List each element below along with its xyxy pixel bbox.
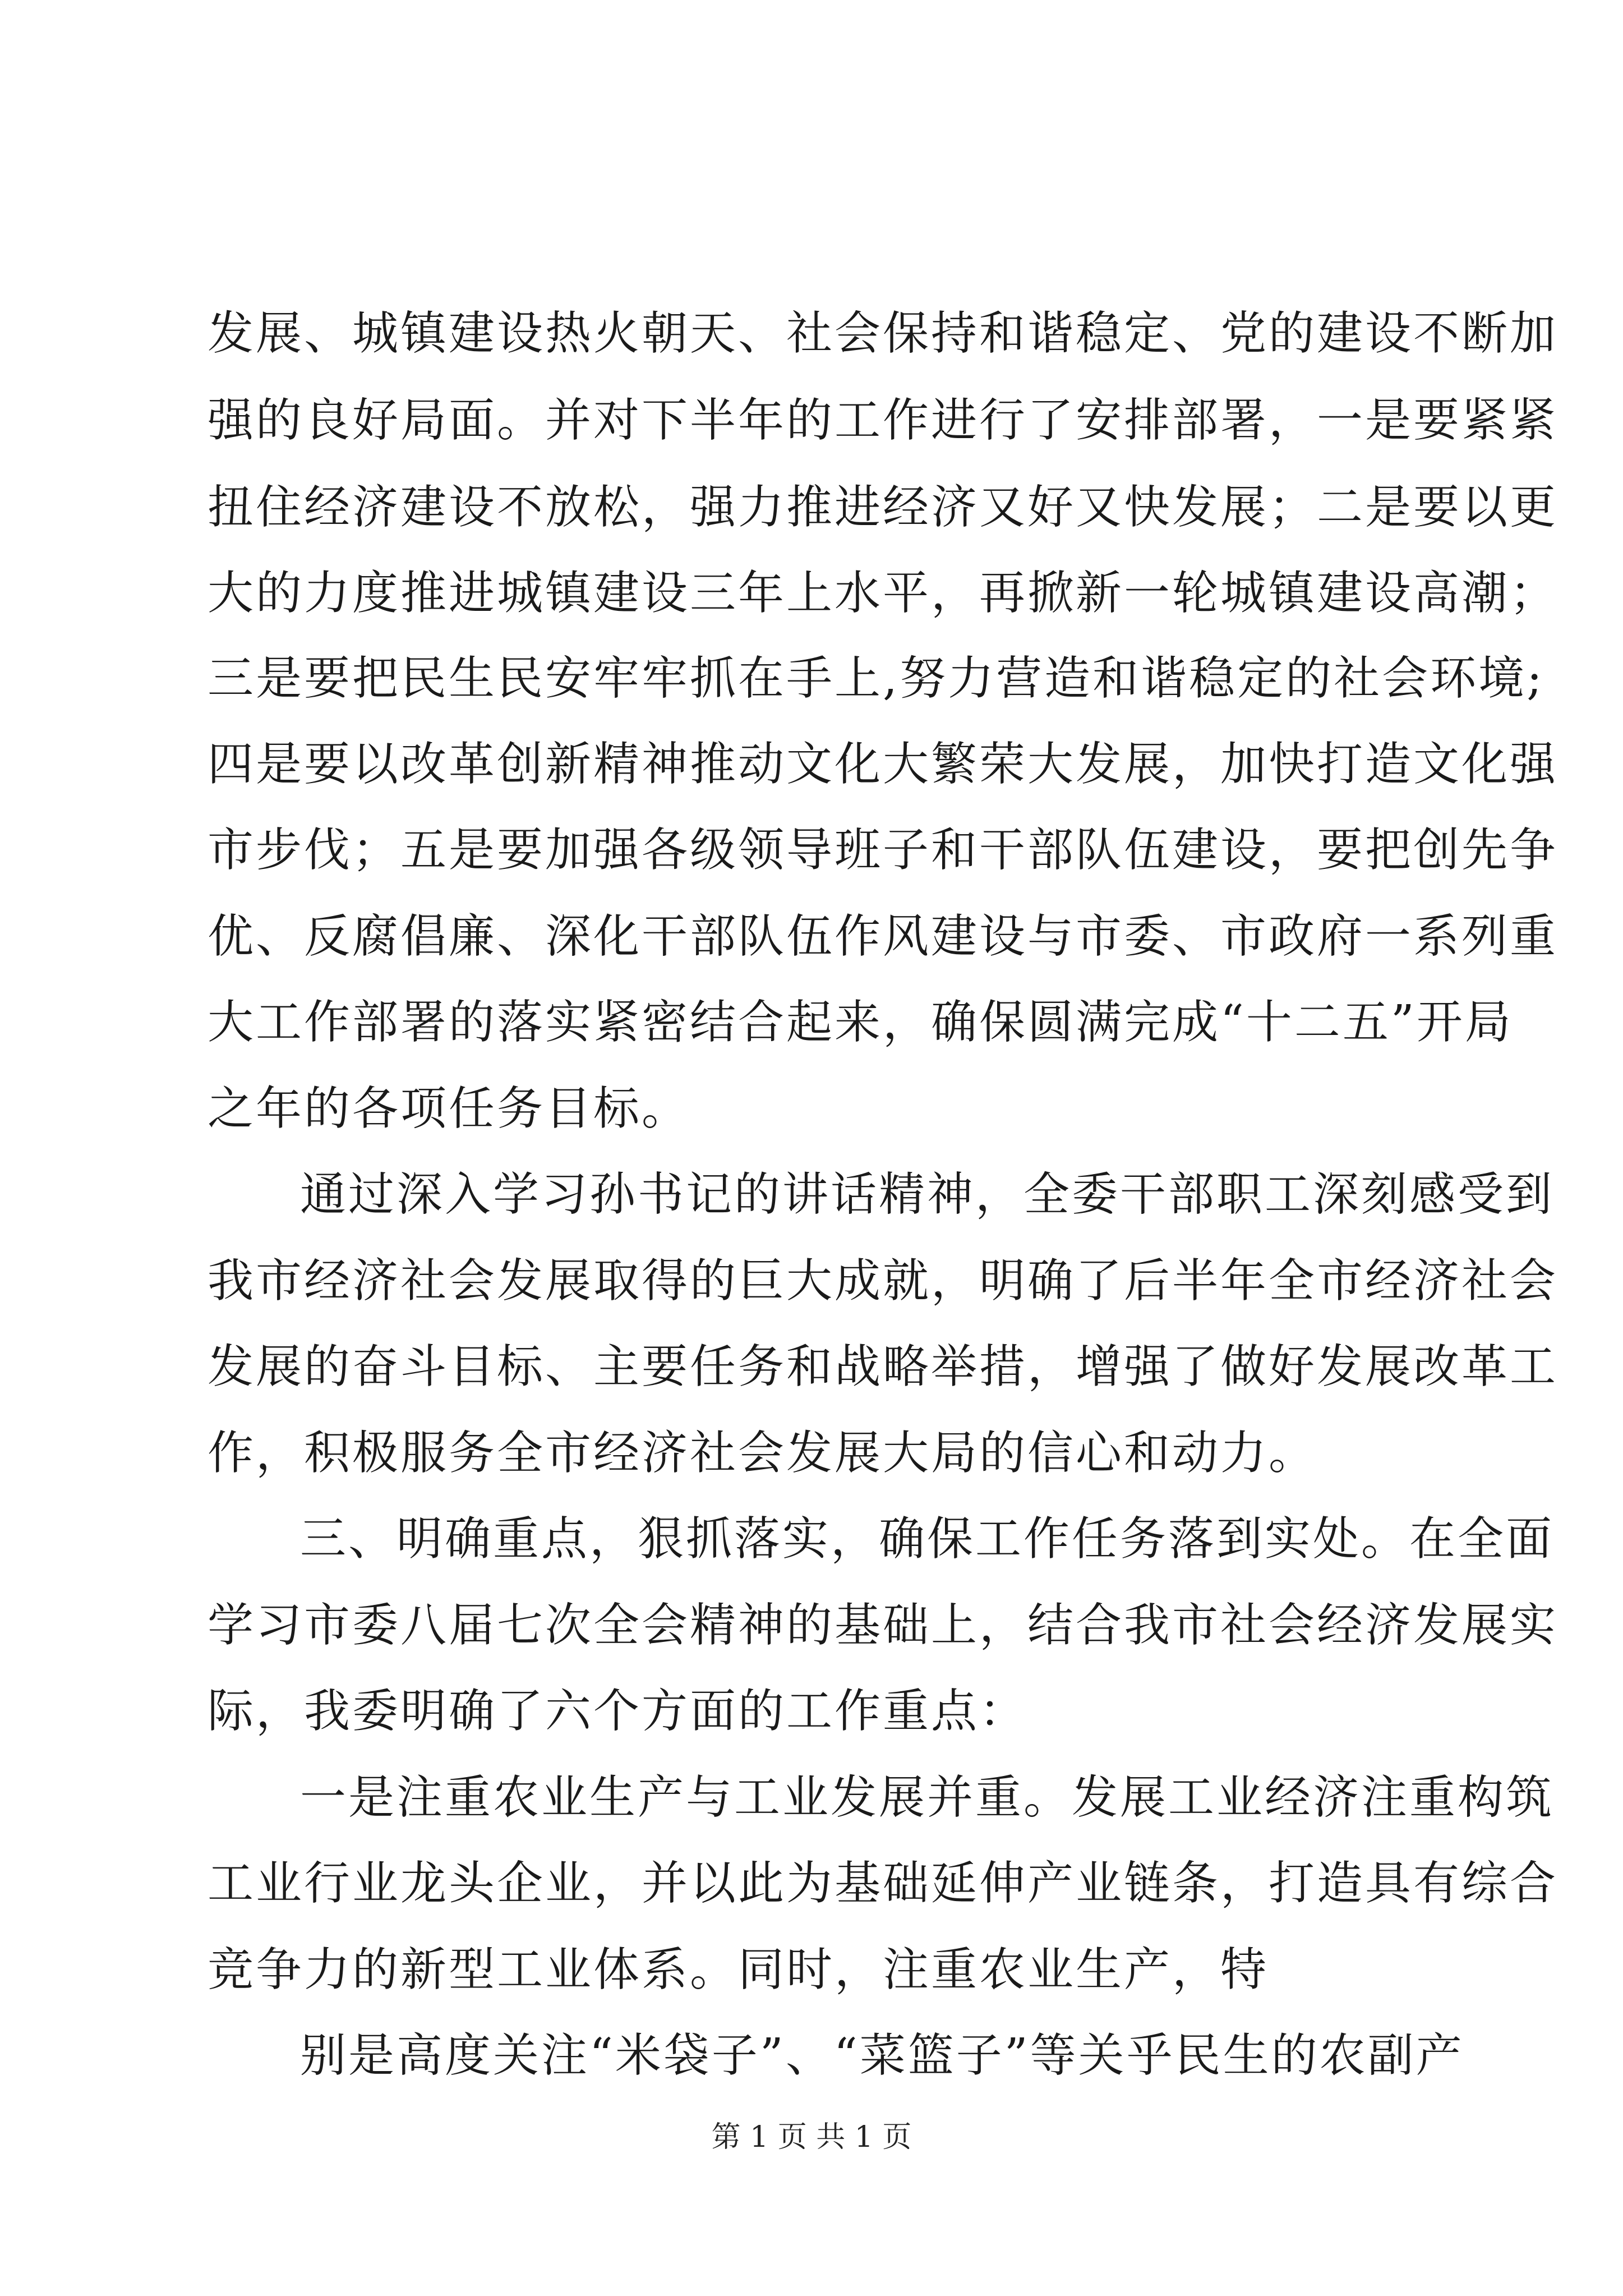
text-line: 作，积极服务全市经济社会发展大局的信心和动力。 xyxy=(208,1427,1317,1480)
text-line: 发展的奋斗目标、主要任务和战略举措，增强了做好发展改革工 xyxy=(208,1340,1559,1393)
paragraph-first-line: 通过深入学习孙书记的讲话精神，全委干部职工深刻感受到 xyxy=(300,1168,1555,1221)
paragraph-first-line: 三、明确重点，狠抓落实，确保工作任务落到实处。在全面 xyxy=(300,1512,1555,1566)
text-line: 发展、城镇建设热火朝天、社会保持和谐稳定、党的建设不断加 xyxy=(208,307,1559,360)
text-line: 际，我委明确了六个方面的工作重点： xyxy=(208,1685,1028,1738)
paragraph-first-line: 别是高度关注“米袋子”、“菜篮子”等关乎民生的农副产 xyxy=(300,2029,1464,2082)
text-line: 工业行业龙头企业，并以此为基础延伸产业链条，打造具有综合 xyxy=(208,1857,1559,1910)
text-line: 优、反腐倡廉、深化干部队伍作风建设与市委、市政府一系列重 xyxy=(208,910,1559,963)
text-line: 竞争力的新型工业体系。同时，注重农业生产，特 xyxy=(208,1943,1269,1996)
text-line: 三是要把民生民安牢牢抓在手上,努力营造和谐稳定的社会环境; xyxy=(208,652,1544,705)
paragraph-first-line: 一是注重农业生产与工业发展并重。发展工业经济注重构筑 xyxy=(300,1771,1555,1824)
text-line: 大工作部署的落实紧密结合起来，确保圆满完成“十二五”开局 xyxy=(208,996,1513,1049)
text-line: 四是要以改革创新精神推动文化大繁荣大发展，加快打造文化强 xyxy=(208,738,1559,791)
text-line: 学习市委八届七次全会精神的基础上，结合我市社会经济发展实 xyxy=(208,1599,1559,1652)
text-line: 市步伐；五是要加强各级领导班子和干部队伍建设，要把创先争 xyxy=(208,823,1559,877)
page-footer: 第 1 页 共 1 页 xyxy=(711,2120,912,2154)
text-line: 大的力度推进城镇建设三年上水平，再掀新一轮城镇建设高潮； xyxy=(208,567,1559,620)
text-line: 强的良好局面。并对下半年的工作进行了安排部署，一是要紧紧 xyxy=(208,394,1559,447)
text-line: 扭住经济建设不放松，强力推进经济又好又快发展；二是要以更 xyxy=(208,481,1559,534)
text-line: 我市经济社会发展取得的巨大成就，明确了后半年全市经济社会 xyxy=(208,1254,1559,1308)
text-line: 之年的各项任务目标。 xyxy=(208,1082,690,1135)
